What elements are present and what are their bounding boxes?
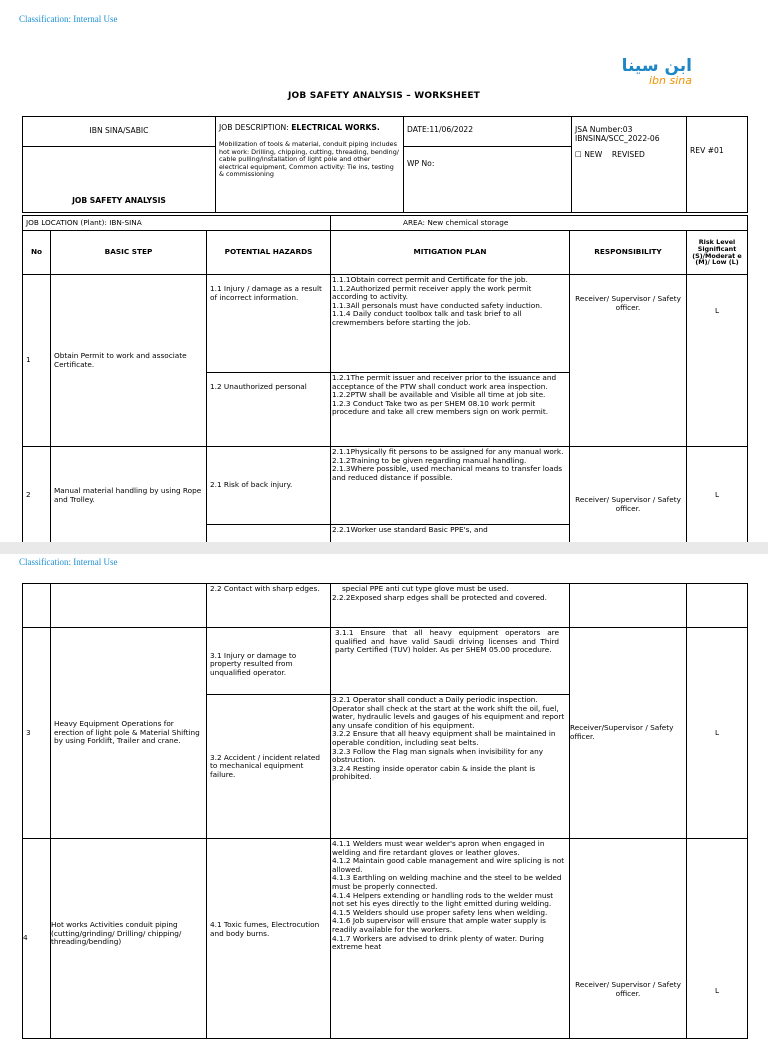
mitigation-cell: 3.2.1 Operator shall conduct a Daily periodic inspection. Operator shall check at the start at the work shift the oil, fuel, water, hydraulic levels and gauges of his equipment and report any unsafe condition of his equipment. 3.2.2 Ensure that all heavy equipment shall be maintained in operable condition, including seat belts. 3.2.3 Follow the Flag man signals when invisibility for any obstruction. 3.2.4 Resting inside operator cabin & inside the plant is prohibited. [331,695,570,839]
rev-cell: REV #01 [687,117,748,213]
worksheet-table-page2 [22,583,748,1039]
risk-cell: L [687,839,748,1039]
table-row [23,839,748,1039]
row-number: 3 [23,628,51,839]
mitigation-cell: 2.2.1Worker use standard Basic PPE's, and [331,525,570,545]
responsibility-cell: Receiver/ Supervisor / Safety officer. [570,275,687,447]
risk-cell: L [687,628,748,839]
col-responsibility: RESPONSIBILITY [570,231,687,275]
row-number: 1 [23,275,51,447]
mitigation-cell: 4.1.1 Welders must wear welder's apron when engaged in welding and fire retardant gloves or leather gloves. 4.1.2 Maintain good cable management and wire splicing is not allowed. 4.1.3 Earthling on welding machine and the steel to be welded must be properly connected. 4.1.4 Helpers extending or handling rods to the welder must not set his eyes directly to the light emitted during welding. 4.1.5 Welders should use proper safety lens when welding. 4.1.6 Job supervisor will ensure that ample water supply is readily available for the workers. 4.1.7 Workers are advised to drink plenty of water. During extreme heat [331,839,570,1039]
risk-cell: L [687,275,748,447]
job-description-detail: Mobilization of tools & material, conduit piping includes hot work: Drilling, chipping, cutting, threading, bending/ cable pulling/installation of light pole and other electrical equipment, Common activity: Tie ins, testing & commissioning [219,139,399,179]
hazard-cell: 3.2 Accident / incident related to mechanical equipment failure. [207,695,331,839]
responsibility-cell: Receiver/ Supervisor / Safety officer. [570,839,687,1039]
row-number: 4 [23,839,51,1039]
classification-label: Classification: Internal Use [19,557,118,567]
basic-step: Heavy Equipment Operations for erection of light pole & Material Shifting by using Forklift, Trailer and crane. [51,628,207,839]
col-basic-step: BASIC STEP [51,231,207,275]
col-potential-hazards: POTENTIAL HAZARDS [207,231,331,275]
hazard-cell: 1.1 Injury / damage as a result of incorrect information. [207,275,331,373]
col-no: No [23,231,51,275]
hazard-cell: 4.1 Toxic fumes, Electrocution and body burns. [207,839,331,1039]
mitigation-cell: 2.1.1Physically fit persons to be assigned for any manual work. 2.1.2Training to be given regarding manual handling. 2.1.3Where possible, used mechanical means to transfer loads and reduced distance if possible. [331,447,570,525]
hazard-cell: 2.1 Risk of back injury. [207,447,331,525]
jsa-number-cell: JSA Number:03 IBNSINA/SCC_2022-06 ☐ NEW REVISED [572,117,687,213]
mitigation-cell: special PPE anti cut type glove must be used. 2.2.2Exposed sharp edges shall be protected and covered. [331,584,570,628]
jsa-label-cell: JOB SAFETY ANALYSIS [23,147,216,213]
hazard-cell: 2.2 Contact with sharp edges. [207,584,331,628]
table-row [23,275,748,373]
new-checkbox: ☐ NEW [575,149,603,159]
risk-cell: L [687,447,748,545]
row-number: 2 [23,447,51,545]
mitigation-cell: 3.1.1 Ensure that all heavy equipment operators are qualified and have valid Saudi driving licenses and Third party Certified (TUV) holder. As per SHEM 05.00 procedure. [331,628,570,695]
date-cell: DATE:11/06/2022 [404,117,572,147]
job-location-cell: JOB LOCATION (Plant): IBN-SINA [23,216,331,231]
logo-arabic: ابن سينا [621,56,692,76]
area-cell: AREA: New chemical storage [331,216,748,231]
logo-english: ibn sina [648,74,692,87]
table-row [23,447,748,525]
worksheet-table-page1 [22,215,748,545]
jsa-header-table [22,116,748,213]
hazard-cell: 3.1 Injury or damage to property resulted from unqualified operator. [207,628,331,695]
job-description-cell: JOB DESCRIPTION: ELECTRICAL WORKS. Mobilization of tools & material, conduit piping includes hot work: Drilling, chipping, cutting, threading, bending/ cable pulling/installation of light pole and other electrical equipment, Common activity: Tie ins, testing & commissioning [216,117,404,213]
basic-step: Obtain Permit to work and associate Certificate. [51,275,207,447]
col-mitigation-plan: MITIGATION PLAN [331,231,570,275]
table-row [23,584,748,628]
mitigation-cell: 1.1.1Obtain correct permit and Certificate for the job. 1.1.2Authorized permit receiver apply the work permit according to activity. 1.1.3All personals must have conducted safety induction. 1.1.4 Daily conduct toolbox talk and task brief to all crewmembers before starting the job. [331,275,570,373]
col-risk-level: Risk Level Significant (S)/Moderat e (M)/ Low (L) [687,231,748,275]
basic-step: Manual material handling by using Rope and Trolley. [51,447,207,545]
classification-label: Classification: Internal Use [19,14,118,24]
mitigation-cell: 1.2.1The permit issuer and receiver prior to the issuance and acceptance of the PTW shall conduct work area inspection. 1.2.2PTW shall be available and Visible all time at job site. 1.2.3 Conduct Take two as per SHEM 08.10 work permit procedure and take all crew members sign on work permit. [331,373,570,447]
basic-step: Hot works Activities conduit piping (cutting/grinding/ Drilling/ chipping/ threading/bending) [51,839,207,1039]
hazard-cell: 1.2 Unauthorized personal [207,373,331,447]
ibn-sina-logo [612,56,692,90]
responsibility-cell: Receiver/Supervisor / Safety officer. [570,628,687,839]
wp-no-cell: WP No: [404,147,572,213]
responsibility-cell: Receiver/ Supervisor / Safety officer. [570,447,687,545]
page-separator [0,542,768,554]
table-row [23,628,748,695]
company-cell: IBN SINA/SABIC [23,117,216,147]
document-title: JOB SAFETY ANALYSIS – WORKSHEET [287,91,481,101]
